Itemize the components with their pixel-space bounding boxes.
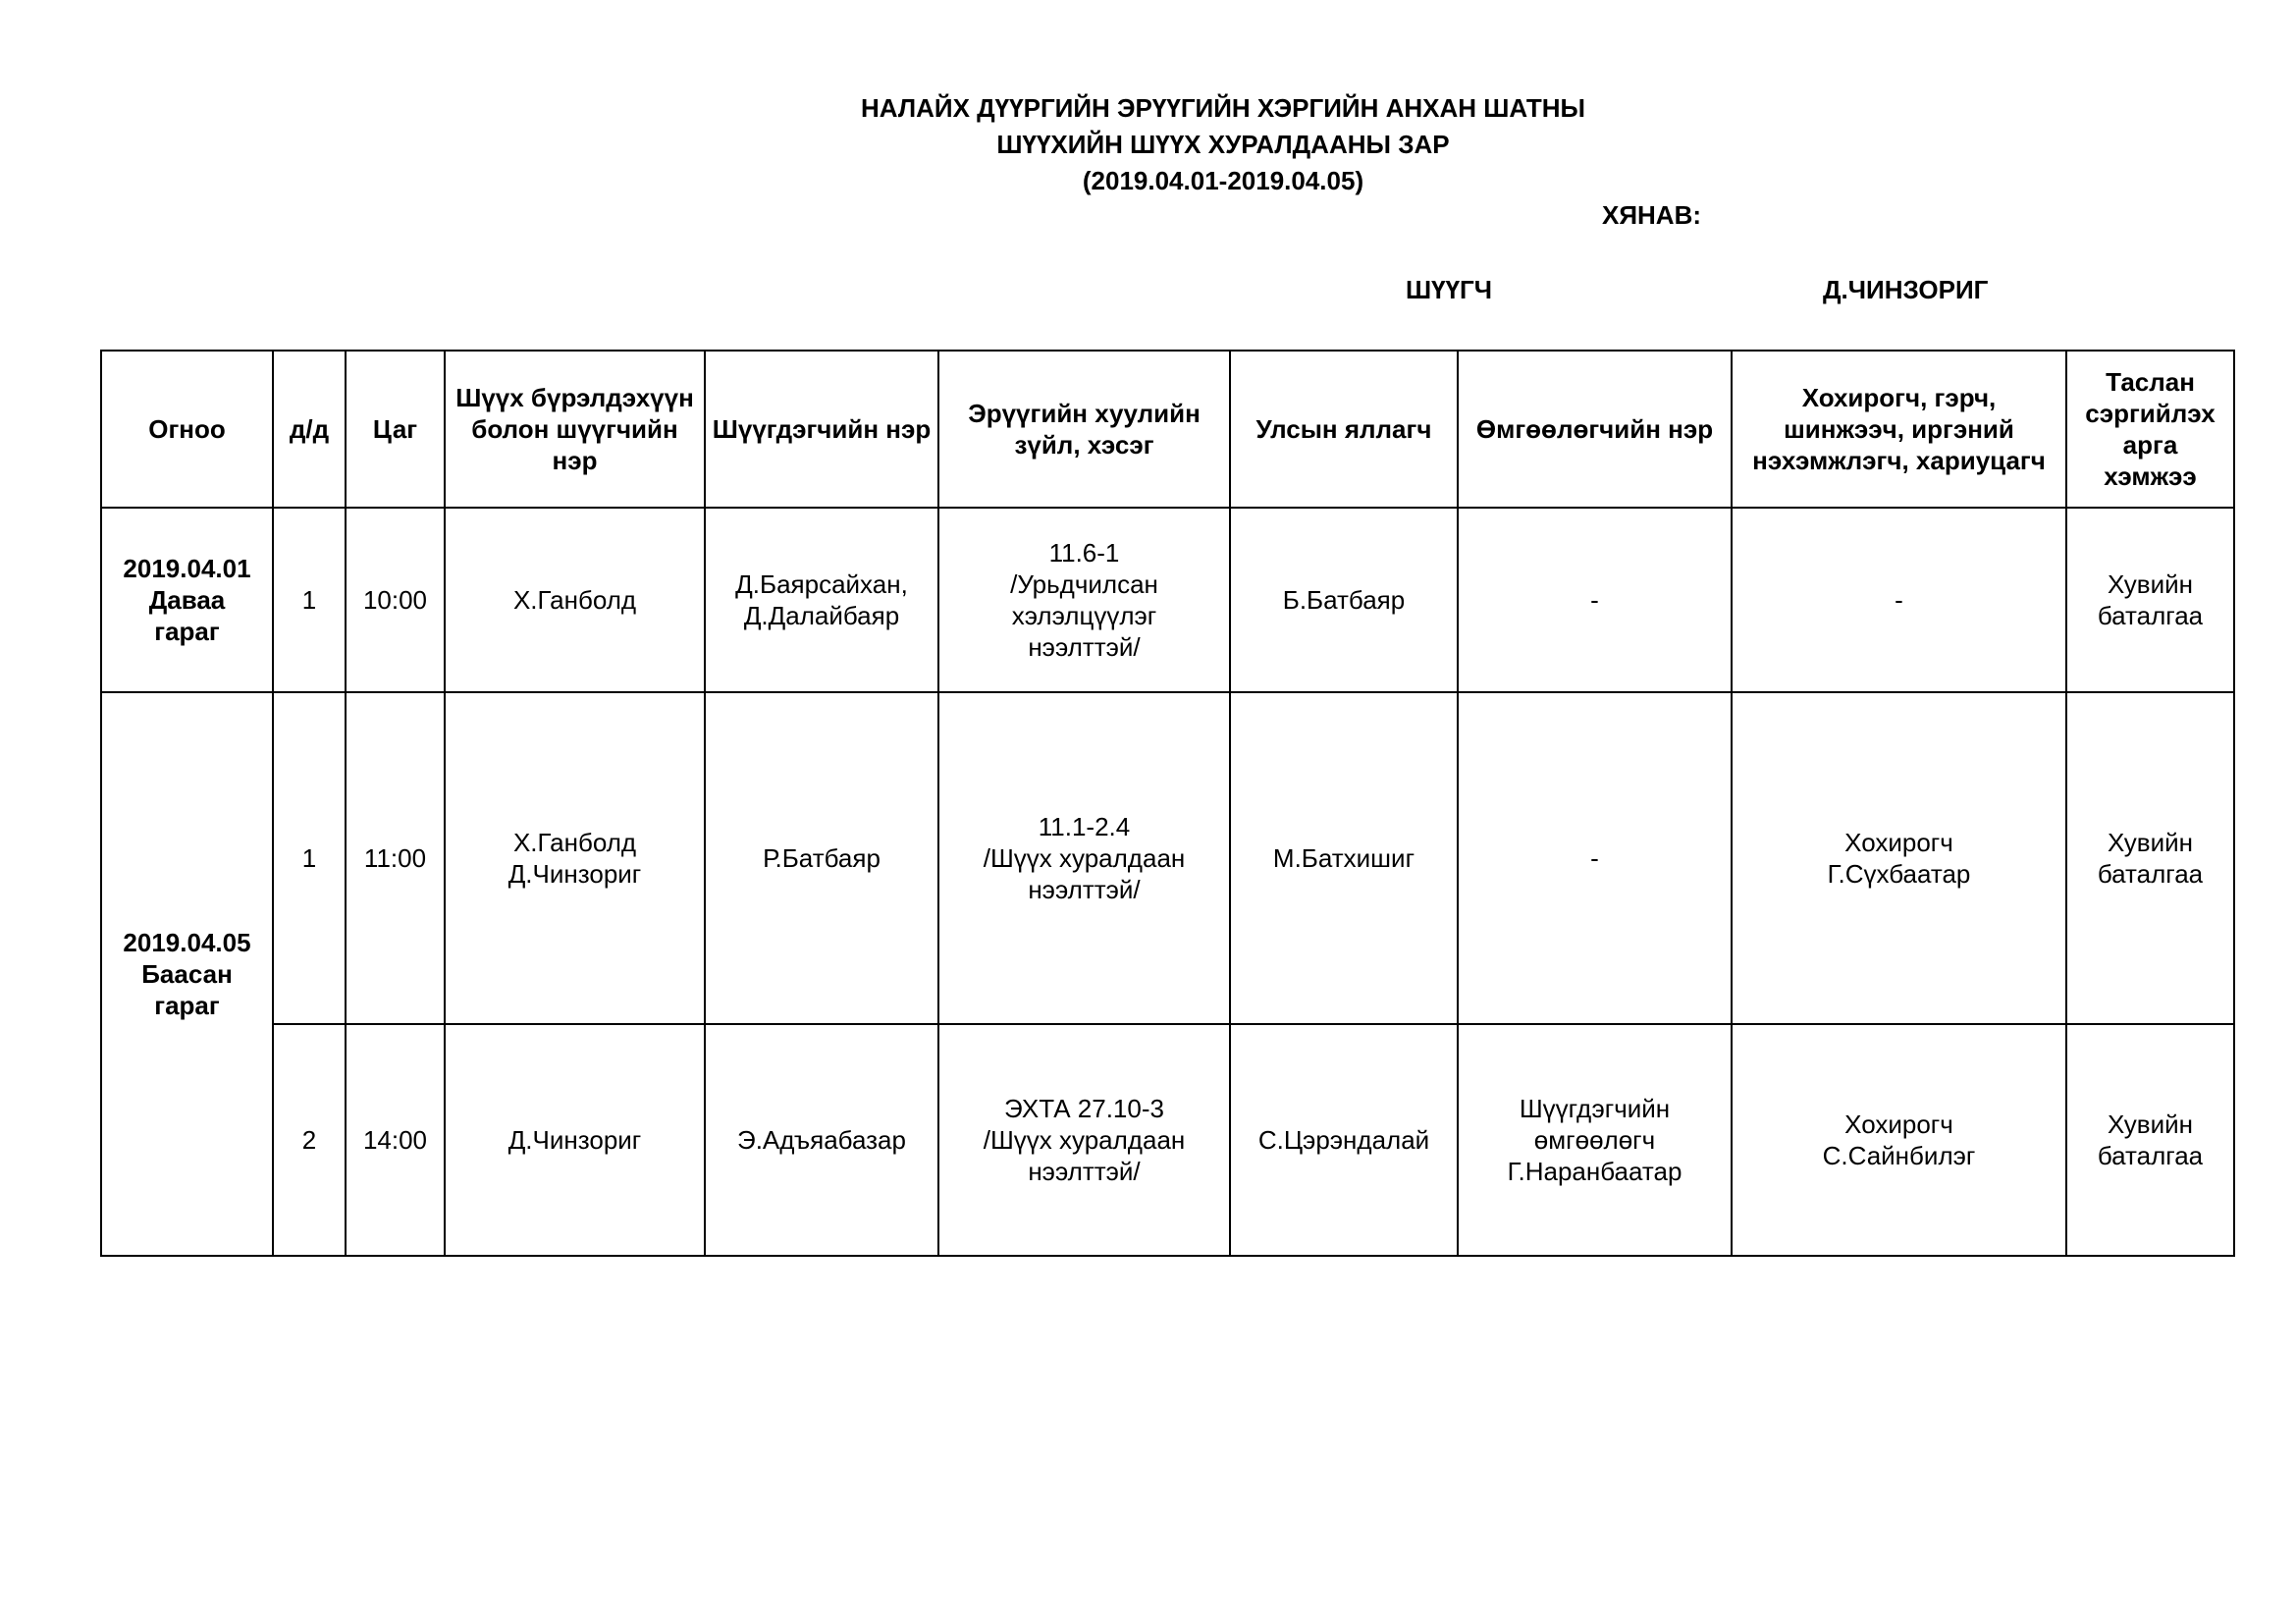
defendant-line: Д.Баярсайхан,	[735, 569, 908, 599]
defendant-cell	[705, 692, 938, 1024]
weekday-suffix: гараг	[154, 617, 220, 646]
table-row	[101, 1024, 2234, 1256]
measure-line: Хувийн	[2108, 828, 2193, 857]
judge-name-line: Х.Ганболд	[512, 585, 637, 615]
measure-line: Хувийн	[2108, 1110, 2193, 1139]
article-line: нээлттэй/	[1028, 875, 1141, 904]
title-period: (2019.04.01-2019.04.05)	[1082, 166, 1364, 195]
lawyer-line: -	[1590, 585, 1599, 615]
number-cell: 2	[273, 1024, 346, 1256]
victim-line: -	[1895, 585, 1903, 615]
lawyer-line: -	[1590, 843, 1599, 873]
time-cell: 10:00	[346, 508, 445, 692]
article-line: 11.1-2.4	[1038, 812, 1131, 841]
judge-name-line: Д.Чинзориг	[507, 859, 642, 889]
article-cell	[938, 692, 1230, 1024]
prosecutor-cell: М.Батхишиг	[1230, 692, 1458, 1024]
prosecutor-cell: Б.Батбаяр	[1230, 508, 1458, 692]
table-row	[101, 508, 2234, 692]
victim-cell	[1732, 1024, 2066, 1256]
number-cell: 1	[273, 508, 346, 692]
measure-line: баталгаа	[2097, 1141, 2204, 1170]
victim-cell	[1732, 692, 2066, 1024]
title-line-2: ШҮҮХИЙН ШҮҮХ ХУРАЛДААНЫ ЗАР	[996, 130, 1450, 159]
table-header-row	[101, 351, 2234, 508]
measure-cell	[2066, 692, 2234, 1024]
lawyer-cell	[1458, 1024, 1732, 1256]
column-header-judges: Шүүх бүрэлдэхүүн болон шүүгчийн нэр	[445, 351, 705, 508]
article-line: нээлттэй/	[1028, 1157, 1141, 1186]
date-cell	[101, 508, 273, 692]
lawyer-line: өмгөөлөгч	[1533, 1125, 1656, 1155]
article-line: хэлэлцүүлэг	[1011, 601, 1157, 630]
defendant-cell	[705, 508, 938, 692]
column-header-number: д/д	[273, 351, 346, 508]
lawyer-line: Шүүгдэгчийн	[1519, 1094, 1671, 1123]
article-line: /Шүүх хуралдаан	[983, 1125, 1186, 1155]
weekday-value: Баасан	[141, 959, 233, 989]
victim-line: Хохирогч	[1844, 1110, 1953, 1139]
column-header-article: Эрүүгийн хуулийн зүйл, хэсэг	[938, 351, 1230, 508]
weekday-suffix: гараг	[154, 991, 220, 1020]
column-header-measure: Таслан сэргийлэх арга хэмжээ	[2066, 351, 2234, 508]
column-header-date: Огноо	[101, 351, 273, 508]
article-cell	[938, 1024, 1230, 1256]
article-line: /Урьдчилсан	[1010, 569, 1158, 599]
time-cell: 11:00	[346, 692, 445, 1024]
defendant-cell	[705, 1024, 938, 1256]
time-cell: 14:00	[346, 1024, 445, 1256]
column-header-defendant: Шүүгдэгчийн нэр	[705, 351, 938, 508]
hearing-schedule-table	[100, 350, 2235, 1257]
judge-name-line: Д.Чинзориг	[507, 1125, 642, 1155]
approve-label: ХЯНАВ:	[1602, 200, 1702, 230]
victim-cell	[1732, 508, 2066, 692]
article-cell	[938, 508, 1230, 692]
column-header-time: Цаг	[346, 351, 445, 508]
judge-role: ШҮҮГЧ	[1406, 275, 1493, 304]
judge-name-line: Х.Ганболд	[512, 828, 637, 857]
date-cell	[101, 692, 273, 1256]
article-line: ЭХТА 27.10-3	[1004, 1094, 1164, 1123]
lawyer-line: Г.Наранбаатар	[1507, 1157, 1682, 1186]
article-line: нээлттэй/	[1028, 632, 1141, 662]
defendant-line: Э.Адъяабазар	[737, 1125, 906, 1155]
measure-line: баталгаа	[2097, 601, 2204, 630]
judges-cell	[445, 508, 705, 692]
number-cell: 1	[273, 692, 346, 1024]
lawyer-cell	[1458, 692, 1732, 1024]
table-row	[101, 692, 2234, 1024]
judges-cell	[445, 1024, 705, 1256]
defendant-line: Р.Батбаяр	[763, 843, 881, 873]
column-header-lawyer: Өмгөөлөгчийн нэр	[1458, 351, 1732, 508]
weekday-value: Даваа	[148, 585, 226, 615]
document-title	[0, 90, 2296, 199]
lawyer-cell	[1458, 508, 1732, 692]
judge-name: Д.ЧИНЗОРИГ	[1823, 275, 1989, 304]
measure-cell	[2066, 508, 2234, 692]
victim-line: С.Сайнбилэг	[1822, 1141, 1976, 1170]
date-value: 2019.04.01	[123, 554, 251, 583]
column-header-victim: Хохирогч, гэрч, шинжээч, иргэний нэхэмжлэгч, хариуцагч	[1732, 351, 2066, 508]
defendant-line: Д.Далайбаяр	[743, 601, 900, 630]
article-line: /Шүүх хуралдаан	[983, 843, 1186, 873]
measure-line: баталгаа	[2097, 859, 2204, 889]
measure-cell	[2066, 1024, 2234, 1256]
prosecutor-cell: С.Цэрэндалай	[1230, 1024, 1458, 1256]
article-line: 11.6-1	[1048, 538, 1120, 568]
victim-line: Хохирогч	[1844, 828, 1953, 857]
judges-cell	[445, 692, 705, 1024]
measure-line: Хувийн	[2108, 569, 2193, 599]
column-header-prosecutor: Улсын яллагч	[1230, 351, 1458, 508]
date-value: 2019.04.05	[123, 928, 251, 957]
victim-line: Г.Сүхбаатар	[1827, 859, 1971, 889]
title-line-1: НАЛАЙХ ДҮҮРГИЙН ЭРҮҮГИЙН ХЭРГИЙН АНХАН ШАТНЫ	[861, 93, 1585, 123]
